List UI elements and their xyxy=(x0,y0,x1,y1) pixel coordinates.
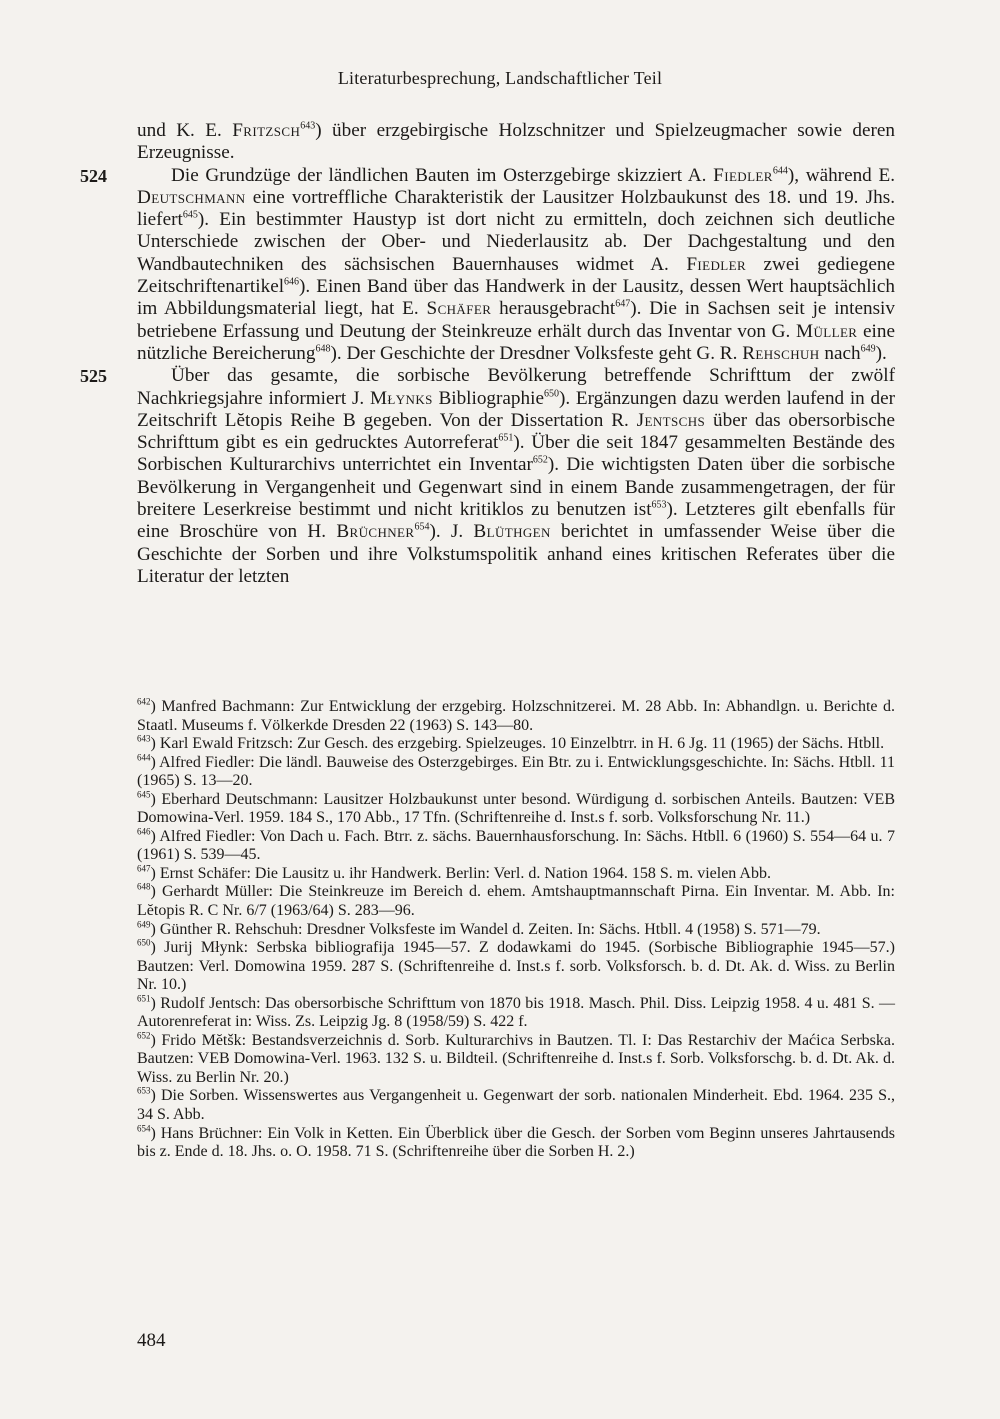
footnote-text: ) Manfred Bachmann: Zur Entwicklung der erzgebirg. Holzschnitzerei. M. 28 Abb. In: Abhandlgn. u. Berichte d. Staatl. Museums f. Völkerkde Dresden 22 (1963) S. 143—80. xyxy=(137,698,895,734)
footnote xyxy=(137,1125,895,1162)
footnote-text: ) Rudolf Jentsch: Das obersorbische Schrifttum von 1870 bis 1918. Masch. Phil. Diss. Leipzig 1958. 4 u. 481 S. — Autorenreferat in: Wiss. Zs. Leipzig Jg. 8 (1958/59) S. 422 f. xyxy=(137,994,895,1031)
text-run: zwei gediegene Zeitschriftenartikel xyxy=(137,253,895,298)
footnote xyxy=(137,1032,895,1088)
author-name: Müller xyxy=(796,320,858,342)
text-run: und K. E. xyxy=(137,120,233,141)
footnote-text: ) Hans Brüchner: Ein Volk in Ketten. Ein Überblick über die Gesch. der Sorben vom Beginn unseres Jahrtausends bis z. Ende d. 18. Jhs. o. O. 1958. 71 S. (Schriftenreihe über die Sorben H. 2.) xyxy=(137,1124,895,1161)
text-run: ). Ergänzungen dazu werden laufend in der Zeitschrift Lĕtopis Reihe B gegeben. Von der Dissertation R. xyxy=(137,387,895,431)
footnote-text: ) Günther R. Rehschuh: Dresdner Volksfeste im Wandel d. Zeiten. In: Sächs. Htbll. 4 (1958) S. 571—79. xyxy=(150,920,821,938)
footnote-number: 647 xyxy=(137,863,151,874)
footnote-number: 644 xyxy=(137,752,151,763)
paragraph-525 xyxy=(80,365,895,588)
footnote-ref: 652 xyxy=(532,455,548,467)
text-run: ). Letzteres gilt ebenfalls für eine Broschüre von H. xyxy=(137,499,895,543)
footnote-ref: 647 xyxy=(615,298,631,310)
footnote-ref: 649 xyxy=(860,343,876,355)
footnote-number: 646 xyxy=(137,826,151,837)
footnote xyxy=(137,791,895,828)
footnote-number: 643 xyxy=(137,733,151,744)
footnote-text: ) Gerhardt Müller: Die Steinkreuze im Bereich d. ehem. Amtshauptmannschaft Pirna. Ein Inventar. M. Abb. In: Lĕtopis R. C Nr. 6/7 (1963/64) S. 283—96. xyxy=(137,883,895,920)
footnote-text: ) Die Sorben. Wissenswertes aus Vergangenheit u. Gegenwart der sorb. nationalen Minderheit. Ebd. 1964. 235 S., 34 S. Abb. xyxy=(137,1087,895,1124)
paragraph-524 xyxy=(80,164,895,366)
text-run: ). Über die seit 1847 gesammelten Bestände des Sorbischen Kulturarchivs unterrichtet ein Inventar xyxy=(137,432,895,476)
paragraph-continuation xyxy=(137,120,895,165)
text-run: ). Einen Band über das Handwerk in der Lausitz, dessen Wert hauptsächlich im Abbildungsmaterial liegt, hat E. xyxy=(137,276,895,320)
footnote-ref: 644 xyxy=(772,165,788,177)
running-header: Literaturbesprechung, Landschaftlicher Teil xyxy=(337,68,663,88)
footnote-number: 650 xyxy=(137,937,151,948)
author-name: Fritzsch xyxy=(232,120,301,141)
footnote-text: ) Eberhard Deutschmann: Lausitzer Holzbaukunst unter besond. Würdigung d. sorbischen Anteils. Bautzen: VEB Domowina-Verl. 1959. 184 S., 170 Abb., 17 Tfn. (Schriftenreihe d. Inst.s f. sorb. Volksforschung Nr. 11.) xyxy=(137,790,895,827)
text-run: ). Die in Sachsen seit je intensiv betriebene Erfassung und Deutung der Steinkreuze erhält durch das Inventar von G. xyxy=(137,298,895,342)
author-name: Blüthgen xyxy=(473,521,551,543)
margin-number: 524 xyxy=(80,165,107,186)
author-name: Fiedler xyxy=(713,164,773,186)
footnote-number: 652 xyxy=(137,1030,151,1041)
author-name: Schäfer xyxy=(426,298,492,320)
footnote-ref: 645 xyxy=(182,209,198,221)
footnote-number: 649 xyxy=(137,919,151,930)
author-name: Jentschs xyxy=(636,409,706,431)
text-run: ). xyxy=(875,342,887,364)
footnote xyxy=(137,883,895,920)
main-text xyxy=(80,120,895,588)
margin-number: 525 xyxy=(80,366,107,387)
footnote-ref: 654 xyxy=(414,521,430,533)
footnote xyxy=(137,698,895,735)
page-number: 484 xyxy=(137,1330,166,1351)
footnote xyxy=(137,1087,895,1124)
text-run: ), während E. xyxy=(787,164,895,186)
footnote xyxy=(137,754,895,791)
footnote-ref: 643 xyxy=(300,120,316,132)
footnote-text: ) Ernst Schäfer: Die Lausitz u. ihr Handwerk. Berlin: Verl. d. Nation 1964. 158 S. m. vielen Abb. xyxy=(150,864,771,882)
footnote xyxy=(137,828,895,865)
footnote xyxy=(137,939,895,995)
text-run: eine nützliche Bereicherung xyxy=(137,320,895,364)
text-run: Bibliographie xyxy=(432,387,544,409)
text-run: ). J. xyxy=(429,521,474,543)
footnote-text: ) Alfred Fiedler: Die ländl. Bauweise des Osterzgebirges. Ein Btr. zu i. Entwicklungsgeschichte. In: Sächs. Htbll. 11 (1965) S. 13—20. xyxy=(137,753,895,790)
footnote-text: ) Alfred Fiedler: Von Dach u. Fach. Btrr. z. sächs. Bauernhausforschung. In: Sächs. Htbll. 6 (1960) S. 554—64 u. 7 (1961) S. 539—45. xyxy=(137,827,895,864)
text-run: ). Die wichtigsten Daten über die sorbische Bevölkerung in Vergangenheit und Gegenwart sind in einem Bande zusammengetragen, der für breitere Leserkreise bestimmt und nicht kritiklos zu benutzen ist xyxy=(137,454,895,521)
text-run: über das obersorbische Schrifttum gibt es ein gedrucktes Autorreferat xyxy=(137,409,895,454)
footnote-text: ) Jurij Młynk: Serbska bibliografija 1945—57. Z dodawkami do 1945. (Sorbische Bibliographie 1945—57.) Bautzen: Verl. Domowina 1959. 287 S. (Schriftenreihe d. Inst.s f. sorb. Volksforsch. b. d. Dt. Ak. d. Wiss. zu Berlin Nr. 10.) xyxy=(137,939,895,994)
author-name: Fiedler xyxy=(686,253,747,275)
footnote xyxy=(137,865,895,884)
author-name: Deutschmann xyxy=(137,186,246,208)
footnote-text: ) Karl Ewald Fritzsch: Zur Gesch. des erzgebirg. Spielzeuges. 10 Einzelbtrr. in H. 6 Jg. 11 (1965) der Sächs. Htbll. xyxy=(150,735,885,753)
text-run: Über das gesamte, die sorbische Bevölkerung betreffende Schrifttum der zwölf Nachkriegsjahre informiert J. xyxy=(137,365,895,409)
footnotes xyxy=(137,698,895,1162)
text-run: berichtet in umfassender Weise über die Geschichte der Sorben und ihre Volkstumspolitik anhand eines kritischen Referates über die Literatur der letzten xyxy=(137,521,895,587)
text-run: ). Der Geschichte der Dresdner Volksfeste geht G. R. xyxy=(330,342,743,364)
text-run: eine vortreffliche Charakteristik der Lausitzer Holzbaukunst des 18. und 19. Jhs. liefert xyxy=(137,186,895,231)
text-run: herausgebracht xyxy=(491,298,616,320)
text-run: ) über erzgebirgische Holzschnitzer und Spielzeugmacher sowie deren Erzeugnisse. xyxy=(137,120,895,164)
footnote xyxy=(137,735,895,754)
footnote-number: 642 xyxy=(137,696,151,707)
text-run: nach xyxy=(819,342,861,364)
footnote-number: 654 xyxy=(137,1123,151,1134)
footnote-ref: 650 xyxy=(543,388,559,400)
footnote-ref: 648 xyxy=(315,343,331,355)
footnote-number: 645 xyxy=(137,789,151,800)
footnote xyxy=(137,921,895,940)
footnote-number: 648 xyxy=(137,882,151,893)
footnote-ref: 651 xyxy=(498,432,514,444)
footnote-text: ) Frido Mĕtšk: Bestandsverzeichnis d. Sorb. Kulturarchivs in Bautzen. Tl. I: Das Restarchiv der Maćica Serbska. Bautzen: VEB Domowina-Verl. 1963. 132 S. u. Bildteil. (Schriftenreihe d. Inst.s f. Sorb. Volksforschg. b. d. Dt. Ak. d. Wiss. zu Berlin Nr. 20.) xyxy=(137,1031,895,1086)
footnote-ref: 646 xyxy=(284,276,300,288)
footnote-number: 651 xyxy=(137,993,151,1004)
author-name: Brüchner xyxy=(336,521,415,543)
footnote-number: 653 xyxy=(137,1086,151,1097)
text-run: ). Ein bestimmter Haustyp ist dort nicht zu ermitteln, doch zeichnen sich deutliche Unterschiede zwischen der Ober- und Niederlausitz ab. Der Dachgestaltung und den Wandbautechniken des sächsischen Bauernhauses widmet A. xyxy=(137,209,895,275)
text-run: Die Grundzüge der ländlichen Bauten im Osterzgebirge skizziert A. xyxy=(171,164,714,186)
author-name: Rehschuh xyxy=(742,342,820,364)
footnote xyxy=(137,995,895,1032)
author-name: Młynks xyxy=(369,387,433,409)
footnote-ref: 653 xyxy=(651,499,667,511)
